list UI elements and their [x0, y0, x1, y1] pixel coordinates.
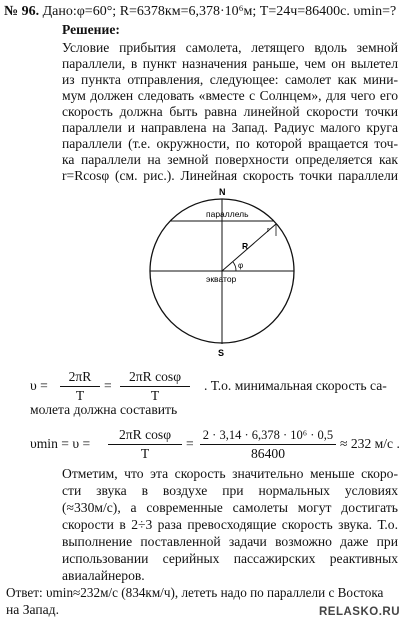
fraction-denominator: T [140, 446, 150, 461]
fraction-denominator: T [75, 388, 85, 403]
fraction-denominator: 86400 [251, 446, 285, 461]
text-line: скорость должна быть равна линейной скорости точки [62, 104, 398, 119]
text-line: параллели, в пункт назначения раньше, чем он вылетел [62, 56, 398, 71]
label-phi: φ [238, 261, 244, 270]
text-line: параллели (т.е. окружности, по которой вращается точ- [62, 136, 398, 151]
problem-given: Дано:φ=60°; R=6378км=6,378·10⁶м; T=24ч=86400с. υmin=? [42, 4, 397, 19]
watermark: RELASKO.RU [318, 606, 400, 618]
problem-number: № 96. [4, 4, 40, 19]
formula-tail: . Т.о. минимальная скорость са- [204, 378, 387, 393]
text-line: мум должен следовать «вместе с Солнцем», для чего его [62, 88, 398, 103]
equals-sign: = [104, 378, 112, 393]
formula-result: ≈ 232 м/с . [340, 436, 400, 451]
earth-figure [140, 186, 310, 358]
fraction-numerator: 2 · 3,14 · 6,378 · 10⁶ · 0,5 [202, 428, 334, 442]
text-line: скорости в 2÷3 раза превосходящие скорость звука. Т.о. [62, 517, 398, 532]
text-line: сти звука в воздухе при нормальных условиях [62, 483, 398, 498]
formula-lhs: υ = [30, 378, 48, 393]
text-line: авиалайнеров. [62, 568, 145, 583]
fraction-numerator: 2πR [68, 369, 92, 384]
phi-arc [233, 262, 236, 271]
label-north: N [219, 187, 226, 197]
problem-header [4, 4, 404, 20]
text-line: Отметим, что эта скорость значительно меньше скоро- [62, 466, 398, 481]
fraction-bar [200, 444, 336, 445]
text-line: Условие прибытия самолета, летящего вдоль земной [62, 40, 398, 55]
text-line: выполнение поставленной задачи возможно даже при [62, 534, 398, 549]
text-line: (≈330м/с), а современные самолеты могут достигать [62, 500, 398, 515]
label-r: r [267, 225, 270, 234]
text-line: из пункта отправления, следующее: самолет как мини- [62, 72, 398, 87]
text-line: параллели и направлена на Запад. Радиус малого круга [62, 120, 398, 135]
text-line: использовании серийных пассажирских реактивных [62, 551, 398, 566]
solution-heading: Решение: [62, 22, 120, 37]
fraction-bar [60, 386, 100, 387]
fraction-numerator: 2πR cosφ [118, 427, 172, 442]
text-line: r=Rcosφ (см. рис.). Линейная скорость точки параллели [62, 168, 398, 183]
fraction-numerator: 2πR cosφ [128, 369, 182, 384]
label-equator: экватор [206, 274, 237, 284]
equals-sign: = [186, 436, 194, 451]
label-south: S [218, 348, 225, 358]
text-line: ка параллели на земной поверхности определяется как [62, 152, 398, 167]
label-parallel: параллель [206, 209, 249, 219]
label-R: R [242, 241, 249, 251]
fraction-bar [120, 386, 190, 387]
fraction-denominator: T [150, 388, 160, 403]
text-line: молета должна составить [30, 402, 178, 417]
formula-lhs: υmin = υ = [30, 436, 91, 451]
answer-line: на Запад. [6, 602, 59, 617]
answer-line: Ответ: υmin≈232м/с (834км/ч), лететь надо по параллели с Востока [6, 585, 384, 600]
fraction-bar [108, 444, 182, 445]
